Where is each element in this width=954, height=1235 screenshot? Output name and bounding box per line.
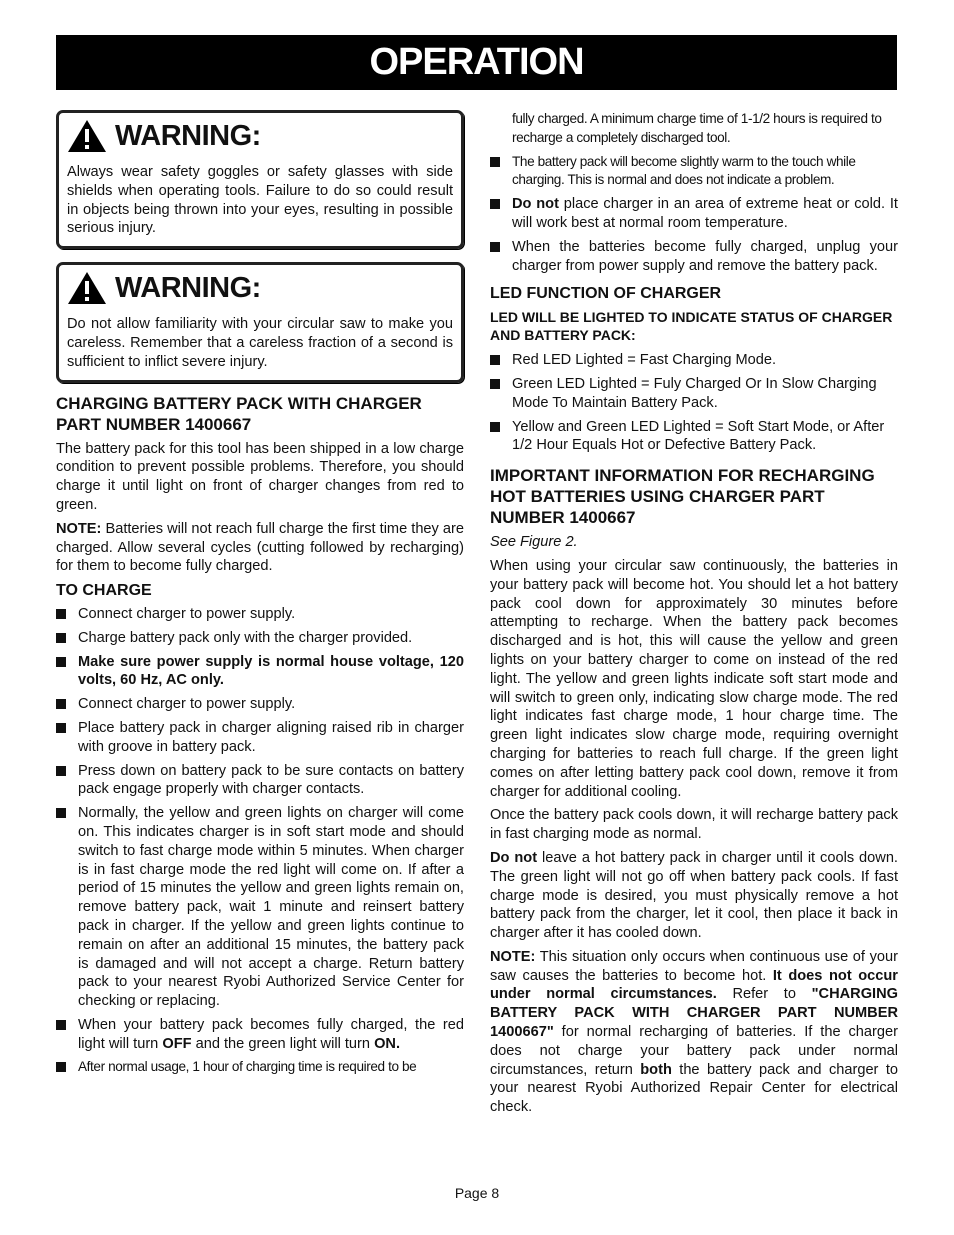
led-subheading: LED WILL BE LIGHTED TO INDICATE STATUS OF CHARGER AND BATTERY PACK:	[490, 309, 893, 344]
list-item: Connect charger to power supply.	[56, 695, 464, 714]
led-list	[490, 351, 898, 455]
list-item-continued: fully charged. A minimum charge time of 1-1/2 hours is required to recharge a completely discharged tool.	[512, 111, 882, 145]
right-column	[490, 110, 898, 1122]
bullet-square-icon	[490, 355, 500, 365]
hot-paragraph-2: Once the battery pack cools down, it will recharge battery pack in fast charging mode as normal.	[490, 807, 898, 843]
bullet-square-icon	[56, 808, 66, 818]
warning-heading: WARNING:	[115, 119, 261, 152]
list-item: When your battery pack becomes fully charged, the red light will turn OFF and the green light will turn ON.	[56, 1016, 464, 1054]
page-number: Page 8	[454, 1185, 500, 1201]
bullet-square-icon	[56, 1020, 66, 1030]
list-item: The battery pack will become slightly warm to the touch while charging. This is normal and does not indicate a problem.	[490, 153, 898, 191]
to-charge-list-continued	[490, 110, 898, 275]
warning-box-familiarity	[56, 262, 464, 382]
warning-header	[67, 271, 453, 305]
warning-box-goggles	[56, 110, 464, 249]
hot-paragraph-3: Do not leave a hot battery pack in charger until it cools down. The green light will not go off when battery pack cools. If fast charge mode is desired, you must physically remove a hot battery pack from the charger, let it cool, then place it back in charger after it has cooled down.	[490, 849, 898, 942]
charging-note	[56, 520, 464, 576]
bullet-square-icon	[490, 379, 500, 389]
bullet-square-icon	[56, 723, 66, 733]
bullet-square-icon	[490, 242, 500, 252]
charging-paragraph: The battery pack for this tool has been shipped in a low charge condition to prevent possible problems. Therefore, you should charge it until light on front of charger changes from red to green.	[56, 440, 464, 513]
list-item: Place battery pack in charger aligning raised rib in charger with groove in battery pack.	[56, 719, 464, 757]
hot-paragraph-1: When using your circular saw continuously, the batteries in your battery pack will become hot. You should let a hot battery pack cool down for approximately 30 minutes before attempting to recharge. When the battery pack becomes discharged and is hot, this will cause the yellow and green lights on your battery charger to come on instead of the red light. The yellow and green lights indicate soft start mode and will switch to green only, indicating slow charge mode. The red light indicates fast charge mode, 1 hour charge time. The green light indicates slow charge mode, requiring overnight charging for batteries to reach full charge. If the green light comes on after letting battery pack cool down, remove it from charger for additional cooling.	[490, 557, 898, 800]
list-item: Connect charger to power supply.	[56, 605, 464, 624]
see-figure: See Figure 2.	[490, 534, 578, 551]
list-item: When the batteries become fully charged, unplug your charger from power supply and remove the battery pack.	[490, 238, 898, 276]
warning-triangle-icon	[67, 119, 107, 153]
bullet-square-icon	[56, 633, 66, 643]
bullet-square-icon	[490, 157, 500, 167]
hot-batteries-heading: IMPORTANT INFORMATION FOR RECHARGING HOT BATTERIES USING CHARGER PART NUMBER 1400667	[490, 466, 875, 528]
warning-text: Always wear safety goggles or safety glasses with side shields when operating tools. Failure to do so could result in objects being thrown into your eyes, resulting in possible serious injury.	[67, 164, 453, 237]
page-title: OPERATION	[369, 41, 584, 83]
warning-header	[67, 119, 453, 153]
left-column	[56, 110, 464, 1082]
list-item: Yellow and Green LED Lighted = Soft Start Mode, or After 1/2 Hour Equals Hot or Defective Battery Pack.	[490, 418, 898, 456]
bullet-square-icon	[56, 657, 66, 667]
warning-triangle-icon	[67, 271, 107, 305]
warning-text: Do not allow familiarity with your circular saw to make you careless. Remember that a careless fraction of a second is sufficient to inflict severe injury.	[67, 316, 453, 370]
bullet-square-icon	[56, 1062, 66, 1072]
list-item: Green LED Lighted = Fuly Charged Or In Slow Charging Mode To Maintain Battery Pack.	[490, 375, 898, 413]
note-label: NOTE:	[56, 520, 102, 537]
list-item: After normal usage, 1 hour of charging time is required to be	[56, 1058, 464, 1077]
bullet-square-icon	[490, 199, 500, 209]
bullet-square-icon	[56, 766, 66, 776]
bullet-square-icon	[56, 699, 66, 709]
note-text: Batteries will not reach full charge the first time they are charged. Allow several cycles (cutting followed by recharging) for them to become fully charged.	[56, 520, 464, 575]
list-item: Normally, the yellow and green lights on charger will come on. This indicates charger is in soft start mode and should switch to fast charge mode within 5 minutes. When charger is in fast charge mode the red light will come on. If after a period of 15 minutes the yellow and green lights remain on, remove battery pack, wait 1 minute and reinsert battery pack in charger. If the yellow and green lights continue to remain on after an additional 15 minutes, the battery pack is damaged and will not accept a charge. Return battery pack to your nearest Ryobi Authorized Service Center for checking or replacing.	[56, 804, 464, 1011]
list-item: Do not place charger in an area of extreme heat or cold. It will work best at normal room temperature.	[490, 195, 898, 233]
to-charge-heading: TO CHARGE	[56, 582, 152, 600]
led-heading: LED FUNCTION OF CHARGER	[490, 285, 722, 303]
hot-note: NOTE: This situation only occurs when continuous use of your saw causes the batteries to become hot. It does not occur under normal circumstances. Refer to "CHARGING BATTERY PACK WITH CHARGER PART NUMBER 1400667" for normal recharging of batteries. If the charger does not charge your battery pack under normal circumstances, return both the battery pack and charger to your nearest Ryobi Authorized Repair Center for electrical check.	[490, 948, 898, 1116]
page-title-bar	[56, 35, 897, 90]
bullet-square-icon	[56, 609, 66, 619]
bullet-square-icon	[490, 422, 500, 432]
warning-heading: WARNING:	[115, 271, 261, 304]
to-charge-list	[56, 605, 464, 1077]
list-item: Red LED Lighted = Fast Charging Mode.	[490, 351, 898, 370]
list-item: Make sure power supply is normal house voltage, 120 volts, 60 Hz, AC only.	[56, 653, 464, 691]
charging-heading: CHARGING BATTERY PACK WITH CHARGER PART NUMBER 1400667	[56, 393, 422, 434]
list-item: Charge battery pack only with the charger provided.	[56, 629, 464, 648]
list-item: Press down on battery pack to be sure contacts on battery pack engage properly with charger contacts.	[56, 762, 464, 800]
